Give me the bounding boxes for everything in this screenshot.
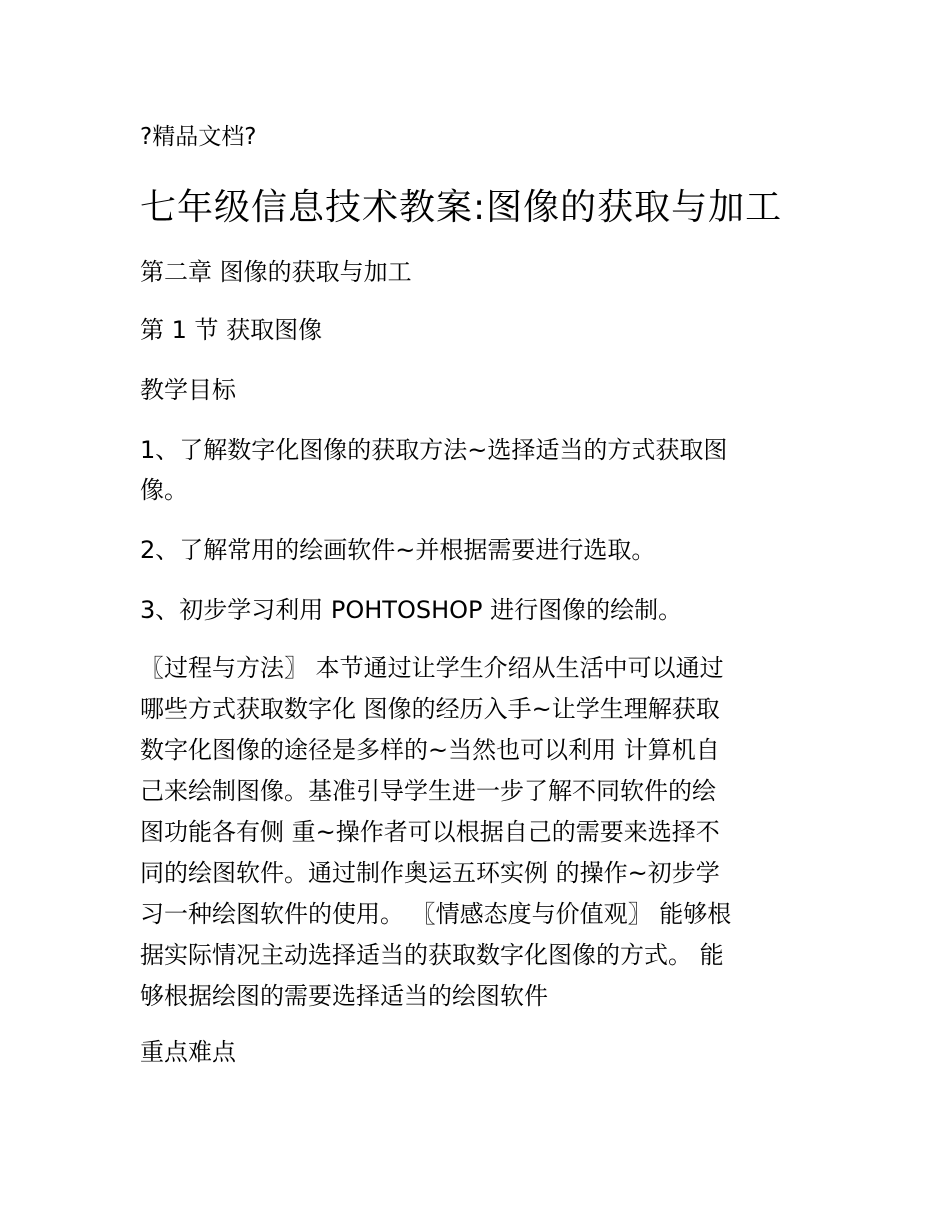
- document-title: 七年级信息技术教案:图像的获取与加工: [140, 187, 783, 228]
- chapter-heading: 第二章 图像的获取与加工: [140, 258, 412, 286]
- paragraph-line: 够根据绘图的需要选择适当的绘图软件: [140, 982, 548, 1010]
- paragraph-line: 〖过程与方法〗 本节通过让学生介绍从生活中可以通过: [140, 654, 724, 682]
- objective-item-1-line-1: 1、了解数字化图像的获取方法~选择适当的方式获取图: [140, 436, 728, 464]
- objective-item-2: 2、了解常用的绘画软件~并根据需要进行选取。: [140, 536, 656, 564]
- paragraph-line: 己来绘制图像。基准引导学生进一步了解不同软件的绘: [140, 777, 716, 805]
- section-heading: 第 1 节 获取图像: [140, 316, 323, 344]
- paragraph-line: 据实际情况主动选择适当的获取数字化图像的方式。 能: [140, 941, 724, 969]
- paragraph-line: 图功能各有侧 重~操作者可以根据自己的需要来选择不: [140, 818, 720, 846]
- header-mark: ?精品文档?: [140, 124, 257, 150]
- objective-item-1-line-2: 像。: [140, 476, 188, 504]
- paragraph-line: 数字化图像的途径是多样的~当然也可以利用 计算机自: [140, 736, 720, 764]
- paragraph-line: 同的绘图软件。通过制作奥运五环实例 的操作~初步学: [140, 859, 720, 887]
- process-and-methods-paragraph: [140, 648, 830, 1017]
- objectives-heading: 教学目标: [140, 376, 236, 404]
- key-points-heading: 重点难点: [140, 1038, 236, 1066]
- paragraph-line: 习一种绘图软件的使用。 〖情感态度与价值观〗 能够根: [140, 900, 732, 928]
- objective-item-3: 3、初步学习利用 POHTOSHOP 进行图像的绘制。: [140, 596, 683, 624]
- paragraph-line: 哪些方式获取数字化 图像的经历入手~让学生理解获取: [140, 695, 720, 723]
